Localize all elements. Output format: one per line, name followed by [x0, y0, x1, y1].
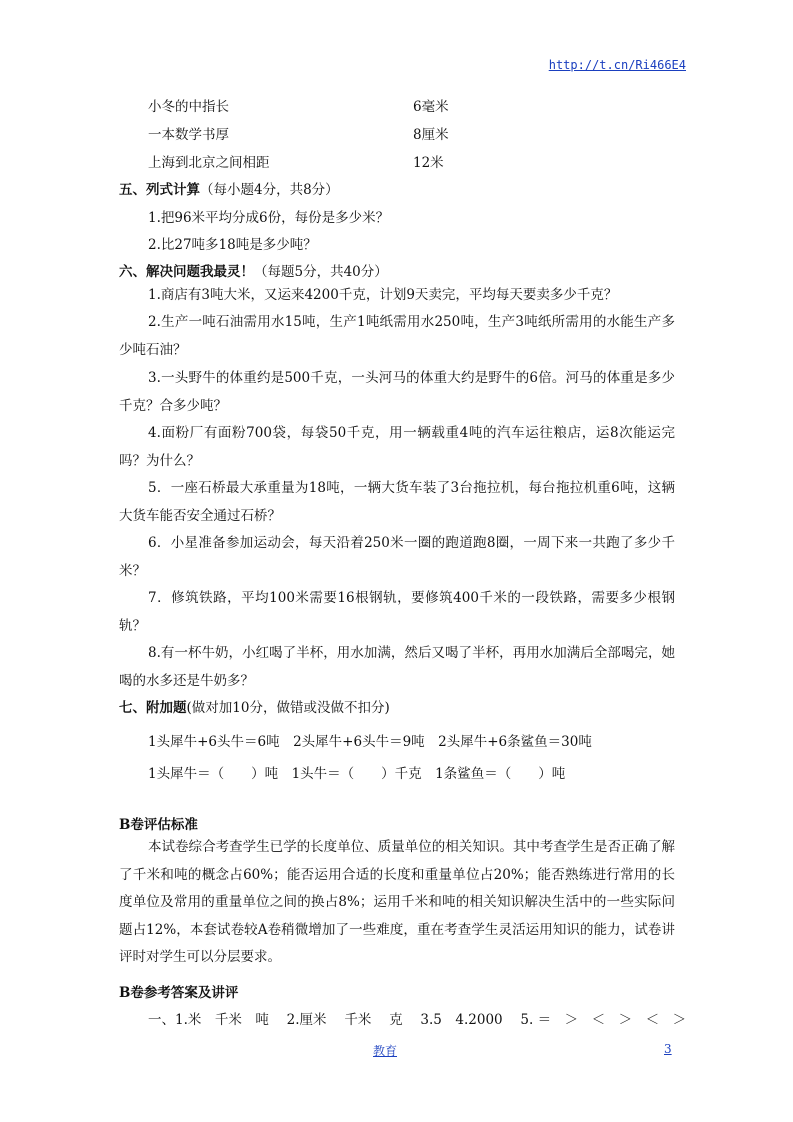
question-item	[119, 309, 675, 364]
section-note: （每题5分，共40分）	[254, 264, 388, 280]
match-item-left: 一本数学书厚	[148, 127, 229, 143]
question-item	[119, 475, 675, 530]
question-item	[119, 640, 675, 695]
question-item: 2.比27吨多18吨是多少吨？	[148, 237, 317, 253]
bonus-line: 1头犀牛+6头牛＝6吨 2头犀牛+6头牛＝9吨 2头犀牛+6条鲨鱼＝30吨	[148, 734, 592, 750]
page-number[interactable]: 3	[664, 1042, 672, 1056]
question-text: 1.商店有3吨大米，又运来4200千克，计划9天卖完，平均每天要卖多少千克？	[148, 287, 618, 303]
answers-heading	[119, 981, 238, 1001]
match-item-left: 上海到北京之间相距	[148, 155, 270, 171]
footer-link[interactable]: 教育	[373, 1044, 398, 1058]
question-item	[119, 420, 675, 475]
section-heading	[119, 260, 388, 280]
question-text: 2.生产一吨石油需用水15吨，生产1吨纸需用水250吨，生产3吨纸所需用的水能生产多少吨石油？	[119, 314, 675, 358]
grading-body: 本试卷综合考查学生已学的长度单位、质量单位的相关知识。其中考查学生是否正确了解了千米和吨的概念占60%；能否运用合适的长度和重量单位占20%；能否熟练进行常用的长度单位及常用的重量单位之间的换占8%；运用千米和吨的相关知识解决生活中的一些实际问题占12%，本套试卷较A卷稍微增加了一些难度，重在考查学生灵活运用知识的能力，试卷讲评时对学生可以分层要求。	[119, 839, 675, 965]
question-item	[119, 585, 675, 640]
question-item	[119, 365, 675, 420]
question-text: 8.有一杯牛奶，小红喝了半杯，用水加满，然后又喝了半杯，再用水加满后全部喝完，她喝的水多还是牛奶多？	[119, 645, 675, 689]
question-item	[119, 530, 675, 585]
question-item: 1.把96米平均分成6份，每份是多少米？	[148, 210, 390, 226]
grading-title: B卷评估标准	[119, 817, 198, 833]
question-text: 5．一座石桥最大承重量为18吨，一辆大货车装了3台拖拉机，每台拖拉机重6吨，这辆大货车能否安全通过石桥？	[119, 480, 675, 524]
match-item-right: 8厘米	[413, 127, 449, 143]
question-item	[119, 282, 675, 310]
match-item-left: 小冬的中指长	[148, 99, 229, 115]
question-text: 4.面粉厂有面粉700袋，每袋50千克，用一辆载重4吨的汽车运往粮店，运8次能运完吗？为什么？	[119, 425, 675, 469]
answers-title: B卷参考答案及讲评	[119, 985, 239, 1001]
grading-heading	[119, 813, 198, 833]
section-heading	[119, 696, 390, 716]
section-note: (做对加10分，做错或没做不扣分)	[186, 700, 390, 716]
answers-line: 一、1.米 千米 吨 2.厘米 千米 克 3.5 4.2000 5. ＝ ＞ ＜ ＞ ＜ ＞	[148, 1012, 687, 1028]
match-item-right: 6毫米	[413, 99, 449, 115]
section-note: （每小题4分，共8分）	[200, 182, 339, 198]
grading-text	[119, 834, 675, 972]
section-title: 六、解决问题我最灵！	[119, 264, 254, 280]
section-heading	[119, 178, 339, 198]
header-link[interactable]: http://t.cn/Ri466E4	[548, 58, 686, 72]
section-title: 五、列式计算	[119, 182, 200, 198]
bonus-line: 1头犀牛＝（ ）吨 1头牛＝（ ）千克 1条鲨鱼＝（ ）吨	[148, 766, 566, 782]
question-text: 6．小星准备参加运动会，每天沿着250米一圈的跑道跑8圈，一周下来一共跑了多少千米？	[119, 535, 675, 579]
section-title: 七、附加题	[119, 700, 187, 716]
question-text: 7．修筑铁路，平均100米需要16根钢轨，要修筑400千米的一段铁路，需要多少根钢轨？	[119, 590, 675, 634]
match-item-right: 12米	[413, 155, 444, 171]
question-text: 3.一头野牛的体重约是500千克，一头河马的体重大约是野牛的6倍。河马的体重是多少千克？合多少吨？	[119, 370, 675, 414]
